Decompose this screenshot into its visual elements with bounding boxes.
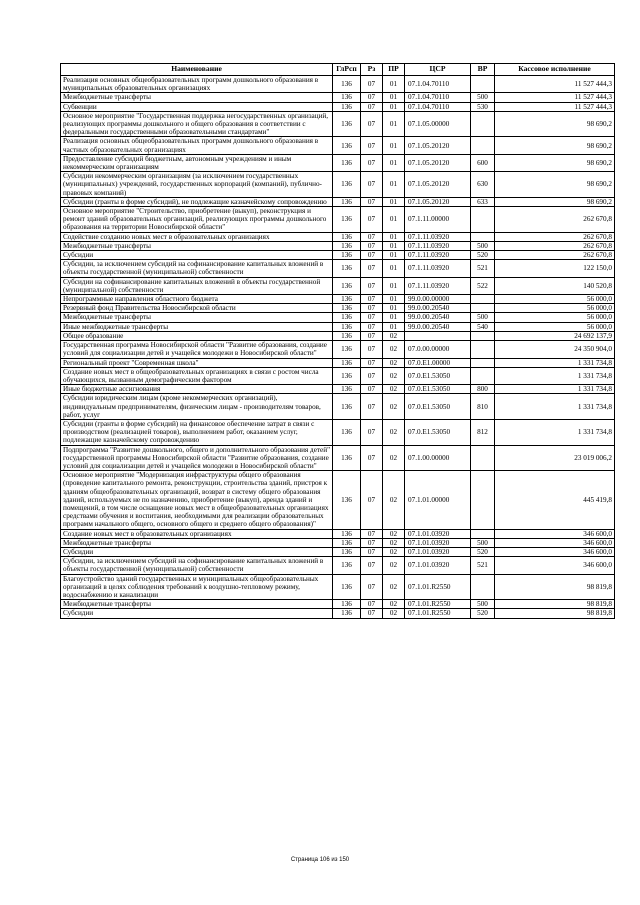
- cell-csr: 07.1.11.03920: [405, 260, 471, 277]
- cell-name: Межбюджетные трансферты: [61, 600, 333, 609]
- cell-vr: 630: [471, 172, 495, 198]
- cell-vr: [471, 529, 495, 538]
- cell-vr: [471, 445, 495, 471]
- cell-vr: 520: [471, 251, 495, 260]
- cell-amount: 24 692 137,9: [495, 331, 615, 340]
- cell-rz: 07: [361, 385, 383, 394]
- cell-name: Основное мероприятие "Модернизация инфраструктуры общего образования (проведение капитального ремонта, реконструкции, строительства зданий, пристроя к зданиям общеобразовательных организаций, возврат в систему общего образования зданий, используемых не по назначению, приобретение (выкуп), аренда зданий и помещений, в том числе оснащение новых мест в общеобразовательных организациях средствами обучения и воспитания, необходимыми для реализации образовательных программ начального общего, основного общего и среднего общего образования)": [61, 471, 333, 529]
- cell-rz: 07: [361, 295, 383, 304]
- cell-pr: 01: [383, 137, 405, 154]
- cell-vr: [471, 295, 495, 304]
- cell-amount: 98 819,8: [495, 600, 615, 609]
- cell-rz: 07: [361, 547, 383, 556]
- cell-csr: 07.1.01.R2550: [405, 600, 471, 609]
- budget-execution-table: [60, 63, 615, 619]
- cell-amount: 262 670,8: [495, 232, 615, 241]
- cell-vr: 520: [471, 547, 495, 556]
- cell-name: Иные межбюджетные трансферты: [61, 322, 333, 331]
- cell-vr: 520: [471, 609, 495, 618]
- cell-vr: [471, 574, 495, 600]
- cell-grs: 136: [333, 232, 361, 241]
- cell-name: Субсидии юридическим лицам (кроме некоммерческих организаций), индивидуальным предпринимателям, физическим лицам - производителям товаров, работ, услуг: [61, 394, 333, 420]
- cell-vr: [471, 232, 495, 241]
- cell-grs: 136: [333, 445, 361, 471]
- cell-csr: 07.1.01.00000: [405, 471, 471, 529]
- table-header-row: [61, 64, 615, 76]
- cell-rz: 07: [361, 251, 383, 260]
- cell-name: Межбюджетные трансферты: [61, 538, 333, 547]
- cell-amount: 122 150,0: [495, 260, 615, 277]
- cell-grs: 136: [333, 76, 361, 93]
- cell-amount: 56 000,0: [495, 304, 615, 313]
- cell-grs: 136: [333, 241, 361, 250]
- cell-pr: 01: [383, 102, 405, 111]
- cell-amount: 262 670,8: [495, 241, 615, 250]
- cell-amount: 1 331 734,8: [495, 394, 615, 420]
- cell-name: Межбюджетные трансферты: [61, 93, 333, 102]
- cell-pr: 01: [383, 93, 405, 102]
- cell-name: Межбюджетные трансферты: [61, 313, 333, 322]
- cell-amount: 1 331 734,8: [495, 367, 615, 384]
- table-row: [61, 232, 615, 241]
- cell-grs: 136: [333, 367, 361, 384]
- cell-vr: 521: [471, 557, 495, 574]
- cell-name: Субсидии на софинансирование капитальных вложений в объекты государственной (муниципальной) собственности: [61, 277, 333, 294]
- cell-pr: 02: [383, 367, 405, 384]
- cell-csr: 07.1.01.03920: [405, 547, 471, 556]
- table-row: [61, 207, 615, 233]
- cell-vr: [471, 76, 495, 93]
- cell-csr: 99.0.00.20540: [405, 304, 471, 313]
- cell-csr: 07.1.05.00000: [405, 111, 471, 137]
- table-row: [61, 419, 615, 445]
- cell-vr: 810: [471, 394, 495, 420]
- cell-rz: 07: [361, 394, 383, 420]
- cell-vr: 521: [471, 260, 495, 277]
- cell-pr: 02: [383, 358, 405, 367]
- cell-amount: 346 600,0: [495, 529, 615, 538]
- cell-amount: 56 000,0: [495, 295, 615, 304]
- cell-csr: [405, 331, 471, 340]
- cell-csr: 07.1.04.70110: [405, 102, 471, 111]
- cell-grs: 136: [333, 154, 361, 171]
- cell-csr: 07.1.04.70110: [405, 93, 471, 102]
- cell-pr: 02: [383, 341, 405, 358]
- cell-pr: 02: [383, 609, 405, 618]
- cell-pr: 02: [383, 385, 405, 394]
- table-row: [61, 251, 615, 260]
- cell-grs: 136: [333, 313, 361, 322]
- cell-vr: [471, 331, 495, 340]
- cell-grs: 136: [333, 197, 361, 206]
- cell-csr: 07.1.11.03920: [405, 241, 471, 250]
- cell-amount: 23 019 006,2: [495, 445, 615, 471]
- cell-grs: 136: [333, 609, 361, 618]
- cell-pr: 02: [383, 600, 405, 609]
- table-row: [61, 76, 615, 93]
- table-row: [61, 385, 615, 394]
- cell-pr: 01: [383, 76, 405, 93]
- cell-rz: 07: [361, 241, 383, 250]
- cell-csr: 07.1.01.R2550: [405, 574, 471, 600]
- cell-rz: 07: [361, 313, 383, 322]
- cell-rz: 07: [361, 137, 383, 154]
- cell-csr: 07.1.05.20120: [405, 137, 471, 154]
- cell-rz: 07: [361, 154, 383, 171]
- cell-grs: 136: [333, 419, 361, 445]
- cell-name: Субсидии: [61, 609, 333, 618]
- cell-name: Общее образование: [61, 331, 333, 340]
- cell-amount: 11 527 444,3: [495, 102, 615, 111]
- cell-grs: 136: [333, 385, 361, 394]
- cell-grs: 136: [333, 207, 361, 233]
- cell-rz: 07: [361, 367, 383, 384]
- table-row: [61, 322, 615, 331]
- cell-name: Содействие созданию новых мест в образовательных организациях: [61, 232, 333, 241]
- cell-vr: [471, 367, 495, 384]
- cell-name: Межбюджетные трансферты: [61, 241, 333, 250]
- cell-grs: 136: [333, 529, 361, 538]
- cell-pr: 01: [383, 207, 405, 233]
- cell-pr: 02: [383, 445, 405, 471]
- cell-vr: 522: [471, 277, 495, 294]
- cell-amount: 98 690,2: [495, 154, 615, 171]
- cell-csr: 07.1.04.70110: [405, 76, 471, 93]
- cell-rz: 07: [361, 557, 383, 574]
- cell-name: Реализация основных общеобразовательных программ дошкольного образования в частных образовательных организациях: [61, 137, 333, 154]
- cell-amount: 262 670,8: [495, 207, 615, 233]
- cell-grs: 136: [333, 251, 361, 260]
- cell-amount: 98 819,8: [495, 574, 615, 600]
- cell-name: Субсидии (гранты в форме субсидий) на финансовое обеспечение затрат в связи с производством (реализацией товаров), выполнением работ, оказанием услуг, подлежащие казначейскому сопровождению: [61, 419, 333, 445]
- table-row: [61, 445, 615, 471]
- cell-rz: 07: [361, 322, 383, 331]
- header-amount: Кассовое исполнение: [495, 64, 615, 76]
- cell-csr: 07.0.E1.53050: [405, 394, 471, 420]
- cell-grs: 136: [333, 93, 361, 102]
- table-row: [61, 313, 615, 322]
- cell-grs: 136: [333, 574, 361, 600]
- cell-rz: 07: [361, 93, 383, 102]
- cell-csr: 07.0.E1.53050: [405, 385, 471, 394]
- cell-vr: 530: [471, 102, 495, 111]
- table-row: [61, 609, 615, 618]
- cell-amount: 1 331 734,8: [495, 419, 615, 445]
- table-row: [61, 394, 615, 420]
- header-grs: ГлРсп: [333, 64, 361, 76]
- cell-name: Основное мероприятие "Государственная поддержка негосударственных организаций, реализующих программы дошкольного и общего образования в соответствии с федеральными государственными образовательными стандартами": [61, 111, 333, 137]
- cell-pr: 01: [383, 277, 405, 294]
- cell-vr: 633: [471, 197, 495, 206]
- cell-amount: 98 690,2: [495, 111, 615, 137]
- cell-csr: 99.0.00.20540: [405, 313, 471, 322]
- cell-pr: 02: [383, 557, 405, 574]
- cell-rz: 07: [361, 341, 383, 358]
- table-row: [61, 172, 615, 198]
- table-row: [61, 241, 615, 250]
- cell-name: Иные бюджетные ассигнования: [61, 385, 333, 394]
- cell-name: Субсидии некоммерческим организациям (за исключением государственных (муниципальных) учреждений, государственных корпораций (компаний), публично-правовых компаний): [61, 172, 333, 198]
- cell-grs: 136: [333, 260, 361, 277]
- cell-grs: 136: [333, 394, 361, 420]
- cell-vr: 500: [471, 313, 495, 322]
- table-row: [61, 154, 615, 171]
- table-row: [61, 547, 615, 556]
- cell-vr: 500: [471, 600, 495, 609]
- cell-pr: 02: [383, 547, 405, 556]
- header-rz: Рз: [361, 64, 383, 76]
- cell-csr: 07.1.01.03920: [405, 529, 471, 538]
- cell-grs: 136: [333, 600, 361, 609]
- cell-grs: 136: [333, 557, 361, 574]
- cell-amount: 346 600,0: [495, 557, 615, 574]
- cell-grs: 136: [333, 331, 361, 340]
- cell-csr: 07.1.11.03920: [405, 277, 471, 294]
- table-row: [61, 557, 615, 574]
- cell-csr: 07.1.11.03920: [405, 251, 471, 260]
- cell-name: Субсидии: [61, 547, 333, 556]
- cell-pr: 01: [383, 197, 405, 206]
- cell-vr: [471, 137, 495, 154]
- table-row: [61, 304, 615, 313]
- cell-name: Непрограммные направления областного бюджета: [61, 295, 333, 304]
- cell-amount: 346 600,0: [495, 538, 615, 547]
- cell-name: Региональный проект "Современная школа": [61, 358, 333, 367]
- cell-rz: 07: [361, 600, 383, 609]
- cell-name: Субвенции: [61, 102, 333, 111]
- cell-rz: 07: [361, 538, 383, 547]
- table-row: [61, 93, 615, 102]
- cell-rz: 07: [361, 419, 383, 445]
- cell-rz: 07: [361, 304, 383, 313]
- table-row: [61, 529, 615, 538]
- table-row: [61, 471, 615, 529]
- cell-pr: 01: [383, 313, 405, 322]
- cell-grs: 136: [333, 341, 361, 358]
- cell-pr: 02: [383, 529, 405, 538]
- cell-pr: 01: [383, 304, 405, 313]
- cell-vr: 500: [471, 93, 495, 102]
- table-row: [61, 341, 615, 358]
- cell-vr: [471, 358, 495, 367]
- table-row: [61, 277, 615, 294]
- header-vr: ВР: [471, 64, 495, 76]
- table-row: [61, 574, 615, 600]
- cell-name: Субсидии, за исключением субсидий на софинансирование капитальных вложений в объекты государственной (муниципальной) собственности: [61, 557, 333, 574]
- cell-rz: 07: [361, 102, 383, 111]
- table-row: [61, 111, 615, 137]
- cell-vr: [471, 207, 495, 233]
- cell-rz: 07: [361, 445, 383, 471]
- cell-amount: 98 690,2: [495, 172, 615, 198]
- cell-csr: 07.0.E1.53050: [405, 367, 471, 384]
- header-name: Наименование: [61, 64, 333, 76]
- cell-pr: 01: [383, 251, 405, 260]
- cell-csr: 07.0.00.00000: [405, 341, 471, 358]
- cell-amount: 11 527 444,3: [495, 76, 615, 93]
- cell-grs: 136: [333, 358, 361, 367]
- cell-csr: 07.1.01.03920: [405, 538, 471, 547]
- cell-rz: 07: [361, 197, 383, 206]
- cell-name: Субсидии: [61, 251, 333, 260]
- cell-csr: 07.0.E1.00000: [405, 358, 471, 367]
- cell-name: Предоставление субсидий бюджетным, автономным учреждениям и иным некоммерческим организациям: [61, 154, 333, 171]
- cell-csr: 07.1.05.20120: [405, 154, 471, 171]
- table-row: [61, 260, 615, 277]
- cell-name: Субсидии, за исключением субсидий на софинансирование капитальных вложений в объекты государственной (муниципальной) собственности: [61, 260, 333, 277]
- cell-csr: 07.1.11.00000: [405, 207, 471, 233]
- cell-pr: 01: [383, 172, 405, 198]
- cell-rz: 07: [361, 76, 383, 93]
- cell-vr: 600: [471, 154, 495, 171]
- header-csr: ЦСР: [405, 64, 471, 76]
- cell-rz: 07: [361, 574, 383, 600]
- cell-amount: 140 520,8: [495, 277, 615, 294]
- cell-csr: 07.1.01.R2550: [405, 609, 471, 618]
- cell-csr: 07.0.E1.53050: [405, 419, 471, 445]
- cell-amount: 262 670,8: [495, 251, 615, 260]
- table-row: [61, 102, 615, 111]
- cell-pr: 02: [383, 538, 405, 547]
- cell-amount: 445 419,8: [495, 471, 615, 529]
- cell-amount: 56 000,0: [495, 322, 615, 331]
- cell-amount: 98 690,2: [495, 137, 615, 154]
- table-row: [61, 137, 615, 154]
- cell-pr: 01: [383, 111, 405, 137]
- cell-csr: 99.0.00.00000: [405, 295, 471, 304]
- table-row: [61, 367, 615, 384]
- cell-grs: 136: [333, 547, 361, 556]
- cell-rz: 07: [361, 277, 383, 294]
- cell-csr: 07.1.05.20120: [405, 172, 471, 198]
- cell-amount: 1 331 734,8: [495, 385, 615, 394]
- cell-pr: 02: [383, 394, 405, 420]
- cell-rz: 07: [361, 471, 383, 529]
- cell-grs: 136: [333, 471, 361, 529]
- table-body: [61, 76, 615, 619]
- cell-rz: 07: [361, 207, 383, 233]
- cell-pr: 02: [383, 574, 405, 600]
- cell-rz: 07: [361, 358, 383, 367]
- cell-grs: 136: [333, 172, 361, 198]
- cell-vr: 800: [471, 385, 495, 394]
- cell-name: Подпрограмма "Развитие дошкольного, общего и дополнительного образования детей" государственной программы Новосибирской области "Развитие образования, создание условий для социализации детей и учащейся молодежи в Новосибирской области": [61, 445, 333, 471]
- cell-rz: 07: [361, 609, 383, 618]
- cell-vr: 812: [471, 419, 495, 445]
- cell-grs: 136: [333, 304, 361, 313]
- cell-pr: 02: [383, 419, 405, 445]
- cell-vr: [471, 471, 495, 529]
- cell-grs: 136: [333, 102, 361, 111]
- cell-grs: 136: [333, 137, 361, 154]
- cell-amount: 346 600,0: [495, 547, 615, 556]
- cell-amount: 1 331 734,8: [495, 358, 615, 367]
- cell-rz: 07: [361, 260, 383, 277]
- cell-amount: 56 000,0: [495, 313, 615, 322]
- cell-pr: 01: [383, 260, 405, 277]
- cell-grs: 136: [333, 111, 361, 137]
- table-row: [61, 331, 615, 340]
- cell-csr: 07.1.00.00000: [405, 445, 471, 471]
- cell-rz: 07: [361, 111, 383, 137]
- cell-amount: 98 690,2: [495, 197, 615, 206]
- cell-name: Резервный фонд Правительства Новосибирской области: [61, 304, 333, 313]
- table-row: [61, 600, 615, 609]
- cell-vr: [471, 304, 495, 313]
- cell-pr: 01: [383, 295, 405, 304]
- cell-vr: 500: [471, 241, 495, 250]
- cell-vr: 540: [471, 322, 495, 331]
- cell-pr: 01: [383, 154, 405, 171]
- cell-pr: 02: [383, 331, 405, 340]
- cell-grs: 136: [333, 277, 361, 294]
- cell-csr: 07.1.05.20120: [405, 197, 471, 206]
- table-row: [61, 295, 615, 304]
- cell-pr: 01: [383, 232, 405, 241]
- cell-pr: 02: [383, 471, 405, 529]
- cell-vr: [471, 111, 495, 137]
- cell-grs: 136: [333, 322, 361, 331]
- page-footer: Страница 106 из 150: [290, 857, 350, 863]
- cell-rz: 07: [361, 172, 383, 198]
- cell-name: Реализация основных общеобразовательных программ дошкольного образования в муниципальных образовательных организациях: [61, 76, 333, 93]
- cell-vr: 500: [471, 538, 495, 547]
- cell-rz: 07: [361, 232, 383, 241]
- cell-csr: 99.0.00.20540: [405, 322, 471, 331]
- cell-csr: 07.1.11.03920: [405, 232, 471, 241]
- table-row: [61, 358, 615, 367]
- header-pr: ПР: [383, 64, 405, 76]
- cell-name: Субсидии (гранты в форме субсидий), не подлежащие казначейскому сопровождению: [61, 197, 333, 206]
- cell-rz: 07: [361, 529, 383, 538]
- cell-rz: 07: [361, 331, 383, 340]
- cell-name: Создание новых мест в общеобразовательных организациях в связи с ростом числа обучающихся, вызванным демографическим фактором: [61, 367, 333, 384]
- cell-amount: 11 527 444,3: [495, 93, 615, 102]
- cell-amount: 24 350 904,0: [495, 341, 615, 358]
- cell-pr: 01: [383, 241, 405, 250]
- cell-amount: 98 819,8: [495, 609, 615, 618]
- cell-name: Благоустройство зданий государственных и муниципальных общеобразовательных организаций в целях соблюдения требований к воздушно-тепловому режиму, водоснабжению и канализации: [61, 574, 333, 600]
- cell-name: Государственная программа Новосибирской области "Развитие образования, создание условий для социализации детей и учащейся молодежи в Новосибирской области": [61, 341, 333, 358]
- table-row: [61, 197, 615, 206]
- cell-grs: 136: [333, 295, 361, 304]
- cell-pr: 01: [383, 322, 405, 331]
- cell-vr: [471, 341, 495, 358]
- cell-name: Основное мероприятие "Строительство, приобретение (выкуп), реконструкция и ремонт зданий образовательных организаций, реализующих программы дошкольного образования на территории Новосибирской области": [61, 207, 333, 233]
- cell-grs: 136: [333, 538, 361, 547]
- cell-name: Создание новых мест в образовательных организациях: [61, 529, 333, 538]
- cell-csr: 07.1.01.03920: [405, 557, 471, 574]
- table-row: [61, 538, 615, 547]
